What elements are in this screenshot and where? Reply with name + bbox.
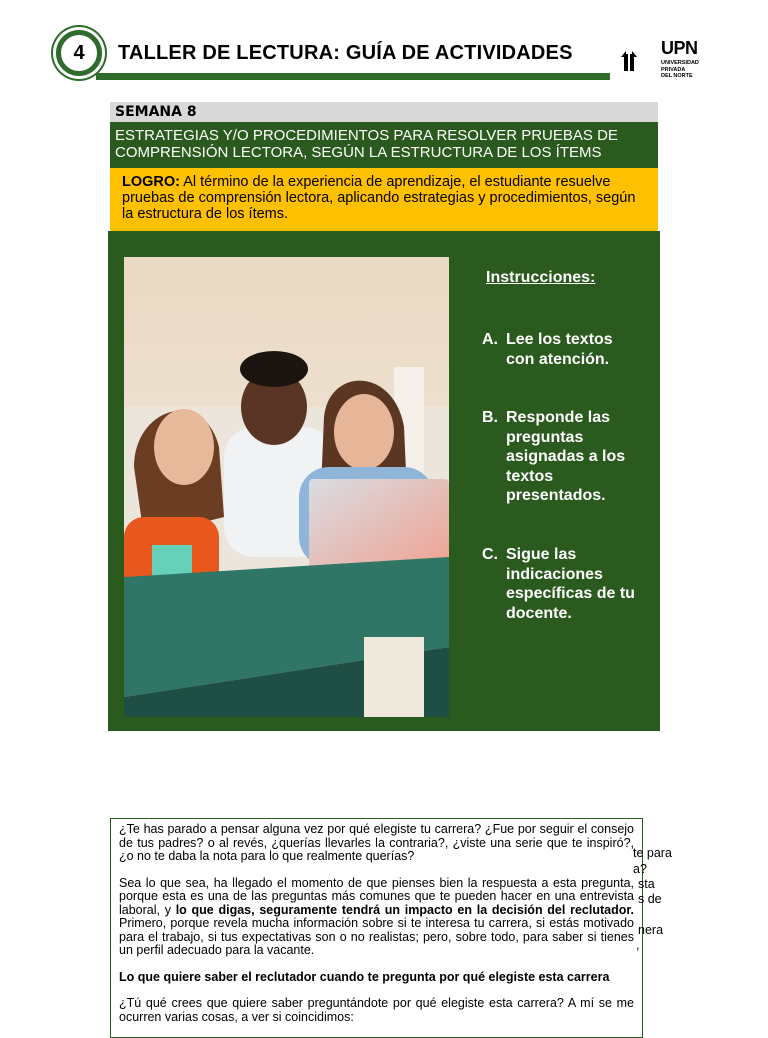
paragraph-text: Sea lo que sea, ha llegado el momento de que pienses bien la respuesta a esta pregunta, porque esta es una de las preguntas más comunes que te pueden hacer en una entrevista laboral, y — [119, 875, 634, 917]
instruction-letter: B. — [482, 409, 498, 426]
paragraph — [119, 877, 634, 958]
learning-goal — [110, 168, 658, 231]
instruction-text: Lee los textos con atención. — [506, 331, 613, 368]
reading-text-box — [110, 818, 643, 1038]
overflow-text: a? — [633, 862, 647, 876]
upn-logo-icon — [620, 40, 660, 84]
overflow-text: te para — [633, 846, 672, 860]
header-rule — [96, 73, 610, 80]
instructions-panel — [108, 231, 660, 731]
topic-title: ESTRATEGIAS Y/O PROCEDIMIENTOS PARA RESOLVER PRUEBAS DE COMPRENSIÓN LECTORA, SEGÚN LA ESTRUCTURA DE LOS ÍTEMS — [110, 122, 658, 168]
paragraph-text: Primero, porque revela mucha información sobre si te interesa tu carrera, si estás motivado para el trabajo, si tus expectativas son o no realistas; pero, sobre todo, para saber si tienes un perfil adecuado para la vacante. — [119, 916, 634, 957]
overflow-text: s de — [638, 892, 662, 906]
logo-wordmark: UPN — [661, 38, 698, 58]
page-number: 4 — [73, 41, 85, 64]
overflow-text: nera — [638, 923, 664, 937]
section-heading: Lo que quiere saber el reclutador cuando te pregunta por qué elegiste esta carrera — [119, 969, 610, 984]
instruction-item — [482, 408, 642, 506]
instruction-letter: C. — [482, 546, 498, 563]
logo-sub-line: UNIVERSIDAD — [661, 60, 699, 66]
instruction-letter: A. — [482, 331, 498, 348]
paragraph: ¿Tú qué crees que quiere saber preguntándote por qué elegiste esta carrera? A mí se me ocurren varias cosas, a ver si coincidimos: — [119, 996, 634, 1024]
document-title: TALLER DE LECTURA: GUÍA DE ACTIVIDADES — [118, 42, 573, 64]
overflow-text: , — [636, 938, 640, 952]
photo-illustration — [124, 257, 449, 717]
paragraph-emphasis: lo que digas, seguramente tendrá un impacto en la decisión del reclutador. — [175, 902, 634, 917]
logo-subtitle — [661, 60, 699, 80]
overflow-text: sta — [638, 877, 655, 891]
paragraph: ¿Te has parado a pensar alguna vez por qué elegiste tu carrera? ¿Fue por seguir el consejo de tus padres? o al revés, ¿querías llevarles la contraria?, ¿viste una serie que te inspiró?, ¿o no te daba la nota para lo que realmente querías? — [119, 822, 634, 863]
learning-goal-label: LOGRO: — [122, 174, 180, 190]
instruction-text: Responde las preguntas asignadas a los textos presentados. — [506, 409, 626, 504]
instruction-item — [482, 330, 642, 369]
learning-goal-text: Al término de la experiencia de aprendizaje, el estudiante resuelve pruebas de comprensión lectora, aplicando estrategias y procedimientos, según la estructura de los ítems. — [122, 174, 636, 222]
instruction-text: Sigue las indicaciones específicas de tu docente. — [506, 546, 635, 622]
logo-sub-line: PRIVADA — [661, 66, 686, 73]
instructions-title: Instrucciones: — [486, 269, 596, 286]
students-laptop-photo — [124, 257, 449, 717]
page-number-badge — [56, 30, 102, 76]
instruction-item — [482, 545, 642, 623]
week-label: SEMANA 8 — [110, 102, 658, 122]
logo-sub-line: DEL NORTE — [661, 73, 693, 79]
